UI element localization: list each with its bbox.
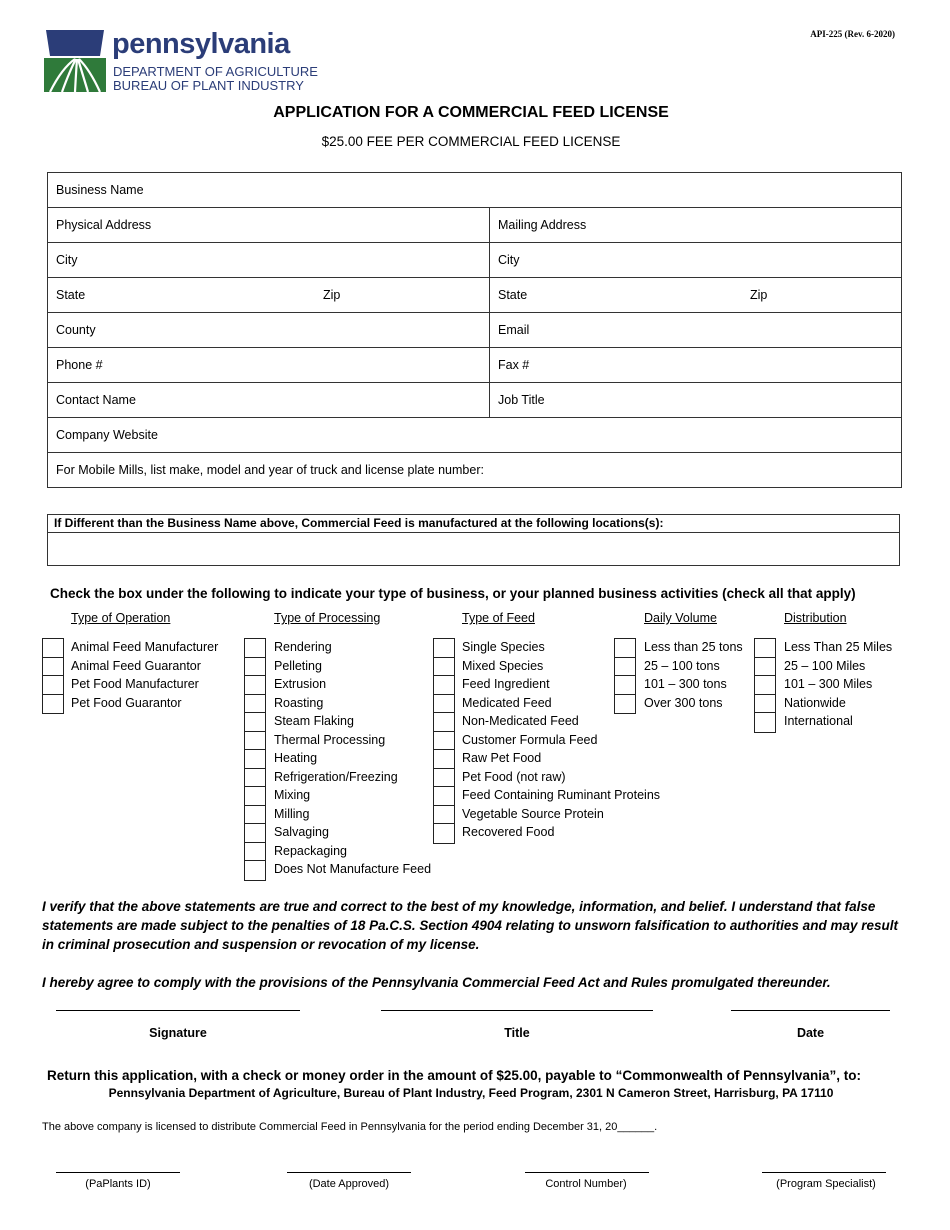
checkbox-thermal-processing[interactable] [245, 732, 265, 751]
fax-field[interactable] [490, 348, 901, 382]
verification-statement: I verify that the above statements are true and correct to the best of my knowledge, information, and belief. I understand that false statements are made subject to the penalties of 18 Pa.C.S. Section 4904 relating to unsworn falsification to authorities and may result in criminal prosecution and suspension or revocation of my license. [42, 899, 898, 952]
grid-row [48, 173, 901, 208]
phone-label: Phone # [56, 358, 103, 372]
email-field[interactable] [490, 313, 901, 347]
title-label: Title [504, 1026, 530, 1040]
option-label: Recovered Food [462, 825, 555, 839]
manufacturing-locations-box [47, 514, 900, 566]
checkbox-non-medicated-feed[interactable] [434, 713, 454, 732]
operation-checkboxes [42, 638, 64, 714]
city-label: City [498, 253, 520, 267]
option-label: Non-Medicated Feed [462, 714, 579, 728]
locations-label: If Different than the Business Name above, Commercial Feed is manufactured at the following locations(s): [48, 515, 899, 533]
checkbox-extrusion[interactable] [245, 676, 265, 695]
date-line[interactable] [731, 1010, 890, 1011]
volume-checkboxes [614, 638, 636, 714]
checkbox-heating[interactable] [245, 750, 265, 769]
title-line[interactable] [381, 1010, 653, 1011]
checkbox-does-not-manufacture-feed[interactable] [245, 861, 265, 880]
mobile-mills-label: For Mobile Mills, list make, model and year of truck and license plate number: [56, 463, 484, 477]
option-label: Over 300 tons [644, 695, 723, 710]
mobile-mills-field[interactable] [48, 453, 901, 487]
city-field-physical[interactable] [48, 243, 490, 277]
compliance-statement: I hereby agree to comply with the provisions of the Pennsylvania Commercial Feed Act and Rules promulgated thereunder. [42, 975, 831, 990]
zip-label: Zip [323, 288, 341, 302]
control-number-line[interactable] [525, 1172, 649, 1173]
physical-address-label: Physical Address [56, 218, 152, 232]
option-label: Customer Formula Feed [462, 732, 598, 747]
grid-row [48, 243, 901, 278]
grid-row [48, 383, 901, 418]
county-field[interactable] [48, 313, 490, 347]
checkbox-over-300-tons[interactable] [615, 695, 635, 714]
return-instructions: Return this application, with a check or money order in the amount of $25.00, payable to “Commonwealth of Pennsylvania”, to: [47, 1068, 861, 1083]
checkbox-roasting[interactable] [245, 695, 265, 714]
option-label: Mixing [274, 788, 311, 802]
date-approved-label: (Date Approved) [308, 1178, 390, 1190]
header-type-of-operation: Type of Operation [71, 611, 171, 625]
business-name-field[interactable] [48, 173, 901, 207]
option-label: Roasting [274, 695, 324, 710]
option-label: Salvaging [274, 825, 329, 839]
checkbox-customer-formula-feed[interactable] [434, 732, 454, 751]
option-label: Feed Ingredient [462, 677, 550, 691]
city-label: City [56, 253, 78, 267]
mailing-address-label: Mailing Address [498, 218, 587, 232]
option-label: Pelleting [274, 658, 322, 673]
option-label: Animal Feed Manufacturer [71, 640, 219, 654]
company-website-label: Company Website [56, 428, 158, 442]
county-label: County [56, 323, 96, 337]
checkbox-milling[interactable] [245, 806, 265, 825]
state-label: State [56, 288, 86, 302]
option-label: Pet Food Guarantor [71, 695, 182, 710]
checkbox-pet-food-guarantor[interactable] [43, 695, 63, 714]
checkbox-medicated-feed[interactable] [434, 695, 454, 714]
grid-row [48, 208, 901, 243]
business-name-label: Business Name [56, 183, 144, 197]
checkbox-recovered-food[interactable] [434, 824, 454, 843]
pa-agriculture-logo [42, 28, 318, 94]
checkbox-international[interactable] [755, 713, 775, 732]
option-label: 101 – 300 tons [644, 677, 727, 691]
option-label: Milling [274, 806, 310, 821]
option-label: Repackaging [274, 843, 347, 858]
checkbox-feed-ingredient[interactable] [434, 676, 454, 695]
option-label: 101 – 300 Miles [784, 677, 873, 691]
checkbox-refrigeration-freezing[interactable] [245, 769, 265, 788]
grid-row [48, 418, 901, 453]
control-number-label: Control Number) [545, 1178, 627, 1190]
paplants-id-label: (PaPlants ID) [85, 1178, 151, 1190]
paplants-id-line[interactable] [56, 1172, 180, 1173]
option-label: Nationwide [784, 695, 846, 710]
email-label: Email [498, 323, 530, 337]
state-zip-field-mailing[interactable] [490, 278, 901, 312]
grid-row [48, 348, 901, 383]
option-label: Does Not Manufacture Feed [274, 862, 432, 876]
date-label: Date [796, 1026, 825, 1040]
option-label: 25 – 100 Miles [784, 658, 866, 673]
grid-row [48, 313, 901, 348]
option-label: Animal Feed Guarantor [71, 658, 201, 673]
option-label: Feed Containing Ruminant Proteins [462, 788, 661, 802]
checkbox-rendering[interactable] [245, 639, 265, 658]
logo-department: DEPARTMENT OF AGRICULTURE [113, 64, 318, 79]
checkbox-pelleting[interactable] [245, 658, 265, 677]
fax-label: Fax # [498, 358, 530, 372]
program-specialist-line[interactable] [762, 1172, 886, 1173]
page-title: APPLICATION FOR A COMMERCIAL FEED LICENSE [273, 104, 669, 121]
signature-line[interactable] [56, 1010, 300, 1011]
option-label: Less than 25 tons [644, 640, 743, 654]
keystone-field-icon [42, 28, 108, 94]
phone-field[interactable] [48, 348, 490, 382]
business-info-grid [47, 172, 902, 488]
option-label: Pet Food Manufacturer [71, 677, 199, 691]
checkbox-less-than-25-tons[interactable] [615, 639, 635, 658]
contact-name-label: Contact Name [56, 393, 136, 407]
checkbox-101-300-miles[interactable] [755, 676, 775, 695]
option-label: Mixed Species [462, 658, 544, 673]
checkbox-vegetable-source-protein[interactable] [434, 806, 454, 825]
distribution-checkboxes [754, 638, 776, 733]
option-label: Extrusion [274, 677, 327, 691]
option-label: International [784, 714, 853, 728]
option-label: Thermal Processing [274, 732, 386, 747]
processing-labels [274, 638, 431, 879]
checkbox-single-species[interactable] [434, 639, 454, 658]
option-label: Vegetable Source Protein [462, 806, 604, 821]
checkbox-salvaging[interactable] [245, 824, 265, 843]
state-label: State [498, 288, 528, 302]
option-label: 25 – 100 tons [644, 658, 720, 673]
feed-checkboxes [433, 638, 455, 844]
locations-input-area[interactable] [48, 533, 899, 566]
signature-label: Signature [149, 1026, 207, 1040]
volume-labels [644, 638, 743, 712]
logo-state-name: pennsylvania [112, 28, 290, 60]
option-label: Medicated Feed [462, 695, 552, 710]
license-period-statement: The above company is licensed to distribute Commercial Feed in Pennsylvania for the period ending December 31, 20______. [42, 1121, 658, 1133]
state-zip-field-physical[interactable] [48, 278, 490, 312]
grid-row [48, 278, 901, 313]
checkbox-25-100-miles[interactable] [755, 658, 775, 677]
header-type-of-feed: Type of Feed [462, 611, 535, 625]
checkbox-nationwide[interactable] [755, 695, 775, 714]
program-specialist-label: (Program Specialist) [776, 1178, 876, 1190]
company-website-field[interactable] [48, 418, 901, 452]
header-daily-volume: Daily Volume [644, 611, 717, 625]
checkbox-repackaging[interactable] [245, 843, 265, 862]
checkbox-25-100-tons[interactable] [615, 658, 635, 677]
option-label: Steam Flaking [274, 714, 354, 728]
operation-labels [71, 638, 218, 712]
checkbox-mixed-species[interactable] [434, 658, 454, 677]
check-instructions: Check the box under the following to indicate your type of business, or your planned business activities (check all that apply) [50, 586, 856, 601]
distribution-labels [784, 638, 892, 731]
physical-address-field[interactable] [48, 208, 490, 242]
grid-row [48, 453, 901, 487]
zip-label: Zip [750, 288, 768, 302]
option-label: Single Species [462, 640, 545, 654]
option-label: Less Than 25 Miles [784, 640, 893, 654]
fee-notice: $25.00 FEE PER COMMERCIAL FEED LICENSE [321, 134, 621, 149]
date-approved-line[interactable] [287, 1172, 411, 1173]
checkbox-raw-pet-food[interactable] [434, 750, 454, 769]
checkbox-ruminant-proteins[interactable] [434, 787, 454, 806]
option-label: Pet Food (not raw) [462, 769, 566, 784]
checkbox-pet-food-manufacturer[interactable] [43, 676, 63, 695]
option-label: Rendering [274, 640, 332, 654]
option-label: Refrigeration/Freezing [274, 769, 398, 784]
checkbox-101-300-tons[interactable] [615, 676, 635, 695]
header-distribution: Distribution [784, 611, 847, 625]
mailing-address-field[interactable] [490, 208, 901, 242]
option-label: Heating [274, 751, 318, 765]
return-address: Pennsylvania Department of Agriculture, Bureau of Plant Industry, Feed Program, 2301 N Cameron Street, Harrisburg, PA 17110 [108, 1086, 834, 1100]
job-title-label: Job Title [498, 393, 545, 407]
logo-bureau: BUREAU OF PLANT INDUSTRY [113, 78, 304, 93]
option-label: Raw Pet Food [462, 751, 542, 765]
city-field-mailing[interactable] [490, 243, 901, 277]
checkbox-animal-feed-manufacturer[interactable] [43, 639, 63, 658]
checkbox-pet-food-not-raw[interactable] [434, 769, 454, 788]
processing-checkboxes [244, 638, 266, 881]
header-type-of-processing: Type of Processing [274, 611, 381, 625]
job-title-field[interactable] [490, 383, 901, 417]
checkbox-less-than-25-miles[interactable] [755, 639, 775, 658]
checkbox-mixing[interactable] [245, 787, 265, 806]
form-id: API-225 (Rev. 6-2020) [810, 29, 895, 39]
checkbox-animal-feed-guarantor[interactable] [43, 658, 63, 677]
contact-name-field[interactable] [48, 383, 490, 417]
checkbox-steam-flaking[interactable] [245, 713, 265, 732]
